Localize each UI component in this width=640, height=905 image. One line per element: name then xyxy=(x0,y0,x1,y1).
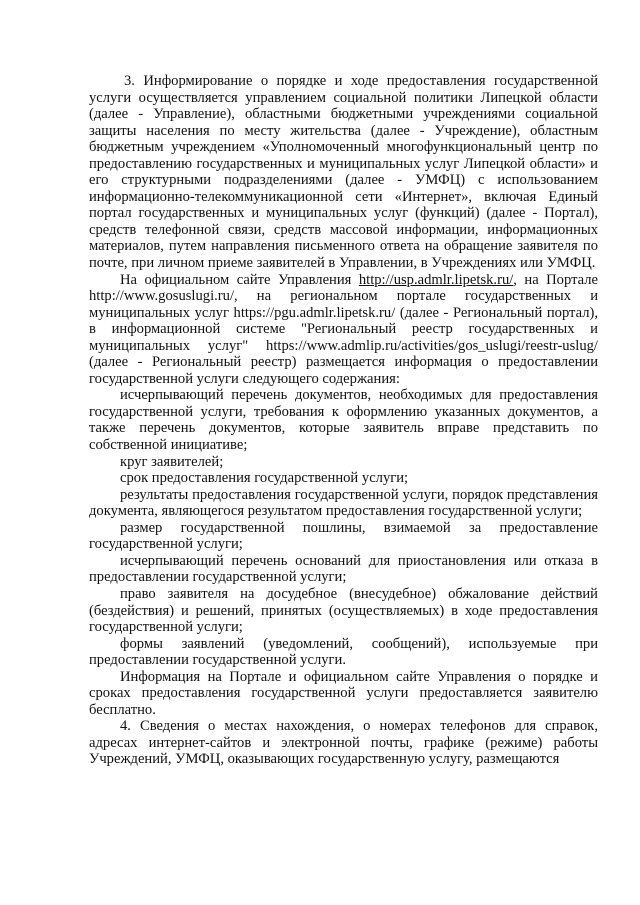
paragraph-official-site-after: , на Портале http://www.gosuslugi.ru/, на региональном портале государственных и муниципальных услуг https://pgu.admlr.lipetsk.ru/ (далее - Региональный портал), в информационной системе "Региональный реестр государственных и муниципальных услуг" https://www.admlip.ru/activities/gos_uslugi/reestr-uslug/ (далее - Региональный реестр) размещается информация о предоставлении государственной услуги следующего содержания: xyxy=(89,271,598,387)
list-item: результаты предоставления государственной услуги, порядок представления документа, являющегося результатом предоставления государственной услуги; xyxy=(89,486,598,520)
list-item: право заявителя на досудебное (внесудебное) обжалование действий (бездействия) и решений, принятых (осуществляемых) в ходе предоставления государственной услуги; xyxy=(89,585,598,636)
paragraph-official-site-before: На официальном сайте Управления xyxy=(120,271,359,288)
list-item: срок предоставления государственной услуги; xyxy=(120,470,409,487)
paragraph-item-4: 4. Сведения о местах нахождения, о номерах телефонов для справок, адресах интернет-сайтов и электронной почты, графике (режиме) работы Учреждений, УМФЦ, оказывающих государственную услугу, размещаются xyxy=(89,718,598,768)
paragraph-item-3: 3. Информирование о порядке и ходе предоставления государственной услуги осуществляется управлением социальной политики Липецкой области (далее - Управление), областными бюджетными учреждениями социальной защиты населения по месту жительства (далее - Учреждение), областным бюджетным учреждением «Уполномоченный многофункциональный центр по предоставлению государственных и муниципальных услуг Липецкой области» и его структурными подразделениями (далее - УМФЦ) с использованием информационно-телекоммуникационной сети «Интернет», включая Единый портал государственных и муниципальных услуг (функций) (далее - Портал), средств телефонной связи, средств массовой информации, информационных материалов, путем направления письменного ответа на обращение заявителя по почте, при личном приеме заявителей в Управлении, в Учреждениях или УМФЦ. xyxy=(89,73,598,272)
list-item: исчерпывающий перечень документов, необходимых для предоставления государственной услуги, требования к оформлению указанных документов, а также перечень документов, которые заявитель вправе представить по собственной инициативе; xyxy=(89,387,598,454)
document-body xyxy=(89,73,598,768)
paragraph-official-site xyxy=(89,272,598,388)
list-item: размер государственной пошлины, взимаемой за предоставление государственной услуги; xyxy=(89,519,598,553)
list-item: круг заявителей; xyxy=(120,453,224,470)
list-item: исчерпывающий перечень оснований для приостановления или отказа в предоставлении государственной услуги; xyxy=(89,552,598,586)
list-item: формы заявлений (уведомлений, сообщений), используемые при предоставлении государственной услуги. xyxy=(89,635,598,669)
usp-site-link[interactable]: http://usp.admlr.lipetsk.ru/ xyxy=(358,271,514,288)
paragraph-free-info: Информация на Портале и официальном сайте Управления о порядке и сроках предоставления государственной услуги предоставляется заявителю бесплатно. xyxy=(89,668,598,718)
